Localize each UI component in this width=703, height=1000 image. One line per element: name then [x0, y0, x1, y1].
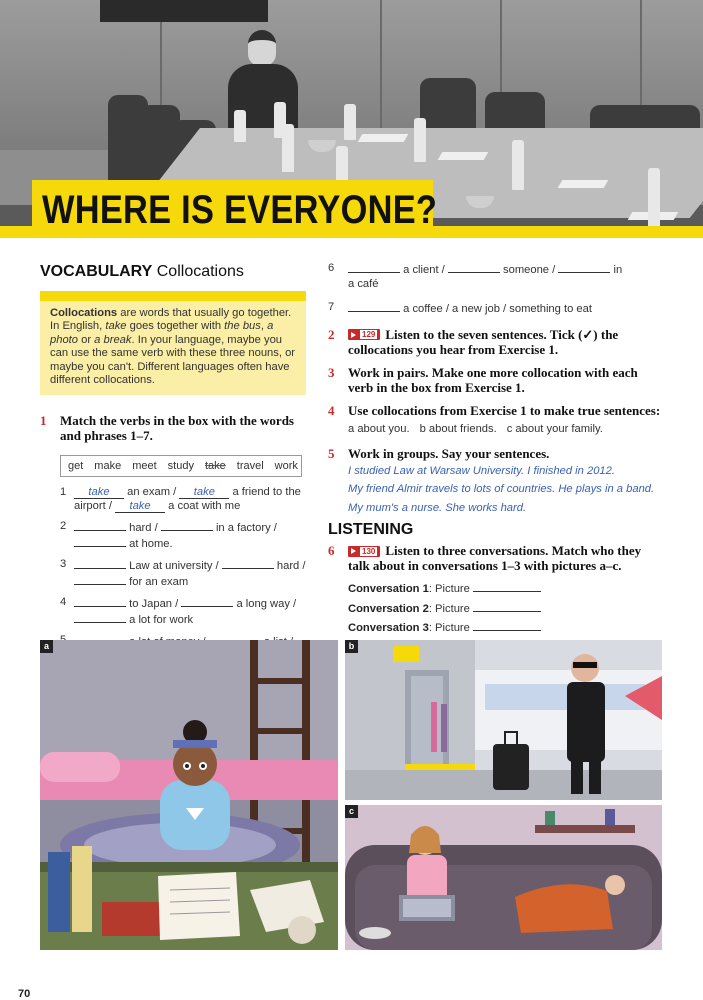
- example-sentence: I studied Law at Warsaw University. I finished in 2012.: [348, 464, 615, 477]
- picture-a: [40, 640, 338, 950]
- exercise-5: 5 Work in groups. Say your sentences.: [328, 445, 550, 461]
- answer-blank[interactable]: [161, 520, 213, 531]
- picture-b: [345, 640, 662, 800]
- answer-blank[interactable]: [348, 262, 400, 273]
- answer-blank[interactable]: [348, 301, 400, 312]
- exercise-2: 2 129 Listen to the seven sentences. Tick (✓) the collocations you hear from Exercise 1.: [328, 326, 619, 357]
- left-column: [40, 262, 312, 672]
- exercise-4-options: a about you. b about friends. c about your family.: [348, 422, 603, 435]
- word: travel: [236, 460, 264, 473]
- list-item: 7 a coffee / a new job / something to eat: [328, 301, 592, 315]
- audio-track-button[interactable]: 130: [348, 546, 380, 557]
- answer-blank[interactable]: take: [179, 486, 229, 499]
- vocabulary-heading: VOCABULARY Collocations: [40, 263, 244, 280]
- picture-label: b: [345, 640, 358, 653]
- listening-heading: LISTENING: [328, 521, 414, 538]
- conversation-line: Conversation 1: Picture: [348, 581, 663, 597]
- word-crossed-out: take: [204, 460, 226, 473]
- list-item: 1 take an exam / take a friend to the airport / take a coat with me: [60, 486, 301, 512]
- exercise-1-items: [60, 486, 312, 665]
- airport-illustration: [345, 640, 662, 800]
- list-item: 3 Law at university / hard / for an exam: [60, 558, 306, 588]
- example-sentence: My friend Almir travels to lots of countries. He plays in a band.: [348, 483, 655, 495]
- word: get: [68, 460, 84, 473]
- word-box: [60, 455, 302, 477]
- conversation-line: Conversation 3: Picture: [348, 620, 663, 636]
- tv-screen: [100, 0, 268, 22]
- exercise-3: 3 Work in pairs. Make one more collocation with each verb in the box from Exercise 1.: [328, 364, 638, 395]
- answer-blank[interactable]: [74, 612, 126, 623]
- exercise-6: 6 130 Listen to three conversations. Match who they talk about in conversations 1–3 with pictures a–c.: [328, 543, 642, 573]
- answer-blank[interactable]: [74, 558, 126, 569]
- answer-blank[interactable]: [74, 520, 126, 531]
- play-icon: [351, 548, 356, 554]
- answer-blank[interactable]: [473, 581, 541, 592]
- answer-blank[interactable]: [448, 262, 500, 273]
- list-item: 2 hard / in a factory / at home.: [60, 520, 277, 550]
- answer-blank[interactable]: take: [74, 486, 124, 499]
- collocations-info-box: Collocations are words that usually go together. In English, take goes together with the bus, a photo or a break. In your language, maybe you can use the same verb with these three nouns, or maybe you can't. Different languages often have different collocations.: [40, 291, 306, 395]
- word: study: [167, 460, 194, 473]
- word: work: [274, 460, 298, 473]
- word: make: [94, 460, 122, 473]
- answer-blank[interactable]: [74, 536, 126, 547]
- exercise-1: 1 Match the verbs in the box with the words and phrases 1–7.: [40, 413, 294, 444]
- answer-blank[interactable]: take: [115, 500, 165, 513]
- answer-blank[interactable]: [74, 596, 126, 607]
- picture-label: c: [345, 805, 358, 818]
- living-room-illustration: [345, 805, 662, 950]
- exercise-4: 4 Use collocations from Exercise 1 to make true sentences:: [328, 402, 661, 418]
- example-sentences: [348, 465, 663, 516]
- example-sentence: My mum's a nurse. She works hard.: [348, 501, 527, 514]
- answer-blank[interactable]: [222, 558, 274, 569]
- unit-title-banner: [32, 180, 438, 238]
- list-item: 6 a client / someone / in a café: [328, 262, 623, 290]
- picture-label: a: [40, 640, 53, 653]
- conversation-line: Conversation 2: Picture: [348, 601, 663, 617]
- play-icon: [351, 332, 356, 338]
- answer-blank[interactable]: [181, 596, 233, 607]
- word: meet: [132, 460, 157, 473]
- answer-blank[interactable]: [473, 601, 541, 612]
- audio-track-button[interactable]: 129: [348, 329, 380, 340]
- page-number: 70: [18, 988, 31, 1000]
- list-item: 4 to Japan / a long way / a lot for work: [60, 596, 297, 626]
- picture-c: [345, 805, 662, 950]
- right-column: [328, 262, 663, 640]
- student-studying-illustration: [40, 640, 338, 950]
- unit-title: WHERE IS EVERYONE?: [42, 188, 438, 232]
- answer-blank[interactable]: [558, 262, 610, 273]
- answer-blank[interactable]: [473, 620, 541, 631]
- answer-blank[interactable]: [74, 574, 126, 585]
